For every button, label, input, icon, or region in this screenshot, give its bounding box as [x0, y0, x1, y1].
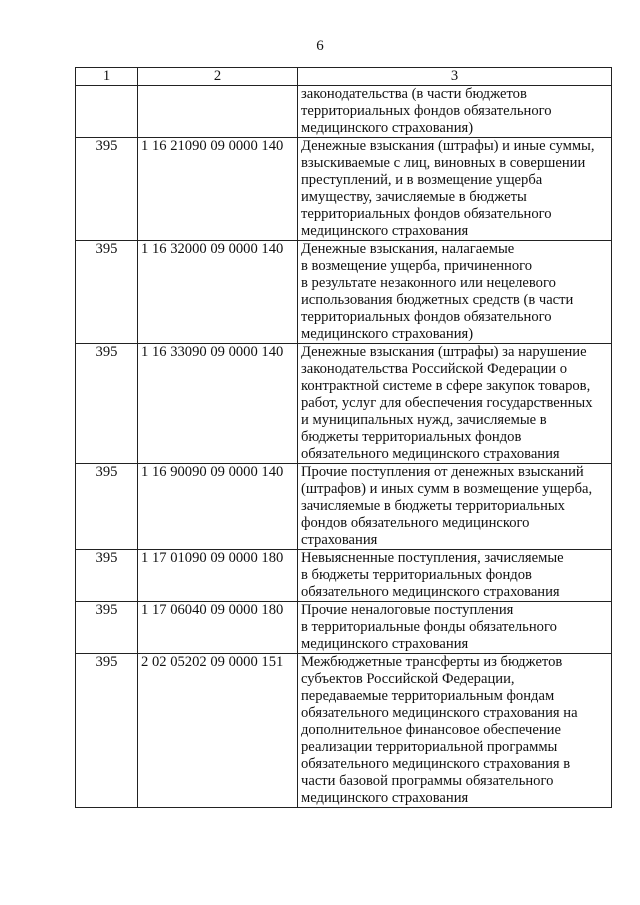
budget-code-cell: 1 17 01090 09 0000 180	[138, 550, 298, 602]
table-row	[76, 86, 612, 138]
admin-code-cell: 395	[76, 602, 138, 654]
table-row	[76, 654, 612, 808]
header-col-1: 1	[76, 68, 138, 86]
budget-code-cell: 2 02 05202 09 0000 151	[138, 654, 298, 808]
header-col-3: 3	[298, 68, 612, 86]
budget-code-cell: 1 16 33090 09 0000 140	[138, 344, 298, 464]
revenue-name-cell: Межбюджетные трансферты из бюджетов субъектов Российской Федерации, передаваемые территориальным фондам обязательного медицинского страхования на дополнительное финансовое обеспечение реализации территориальной программы обязательного медицинского страхования в части базовой программы обязательного медицинского страхования	[298, 654, 612, 808]
table-header	[76, 68, 612, 86]
revenue-name-cell: Денежные взыскания (штрафы) за нарушение законодательства Российской Федерации о контрактной системе в сфере закупок товаров, работ, услуг для обеспечения государственных и муниципальных нужд, зачисляемые в бюджеты территориальных фондов обязательного медицинского страхования	[298, 344, 612, 464]
admin-code-cell	[76, 86, 138, 138]
table-row	[76, 241, 612, 344]
revenue-name-cell: Прочие неналоговые поступления в территориальные фонды обязательного медицинского страхования	[298, 602, 612, 654]
admin-code-cell: 395	[76, 654, 138, 808]
table-row	[76, 602, 612, 654]
revenue-name-cell: Денежные взыскания, налагаемые в возмещение ущерба, причиненного в результате незаконного или нецелевого использования бюджетных средств (в части территориальных фондов обязательного медицинского страхования)	[298, 241, 612, 344]
admin-code-cell: 395	[76, 241, 138, 344]
revenue-name-cell: Денежные взыскания (штрафы) и иные суммы, взыскиваемые с лиц, виновных в совершении преступлений, и в возмещение ущерба имуществу, зачисляемые в бюджеты территориальных фондов обязательного медицинского страхования	[298, 138, 612, 241]
header-row	[76, 68, 612, 86]
page-number: 6	[316, 38, 324, 54]
budget-classification-table	[75, 67, 612, 808]
table-body	[76, 86, 612, 808]
table-row	[76, 138, 612, 241]
table-row	[76, 550, 612, 602]
revenue-name-cell: Прочие поступления от денежных взысканий (штрафов) и иных сумм в возмещение ущерба, зачисляемые в бюджеты территориальных фондов обязательного медицинского страхования	[298, 464, 612, 550]
budget-code-cell	[138, 86, 298, 138]
revenue-name-cell: Невыясненные поступления, зачисляемые в бюджеты территориальных фондов обязательного медицинского страхования	[298, 550, 612, 602]
budget-code-cell: 1 16 21090 09 0000 140	[138, 138, 298, 241]
table-row	[76, 464, 612, 550]
budget-code-cell: 1 16 90090 09 0000 140	[138, 464, 298, 550]
table-row	[76, 344, 612, 464]
admin-code-cell: 395	[76, 550, 138, 602]
revenue-name-cell: законодательства (в части бюджетов территориальных фондов обязательного медицинского страхования)	[298, 86, 612, 138]
admin-code-cell: 395	[76, 464, 138, 550]
budget-code-cell: 1 16 32000 09 0000 140	[138, 241, 298, 344]
budget-code-cell: 1 17 06040 09 0000 180	[138, 602, 298, 654]
admin-code-cell: 395	[76, 344, 138, 464]
header-col-2: 2	[138, 68, 298, 86]
admin-code-cell: 395	[76, 138, 138, 241]
